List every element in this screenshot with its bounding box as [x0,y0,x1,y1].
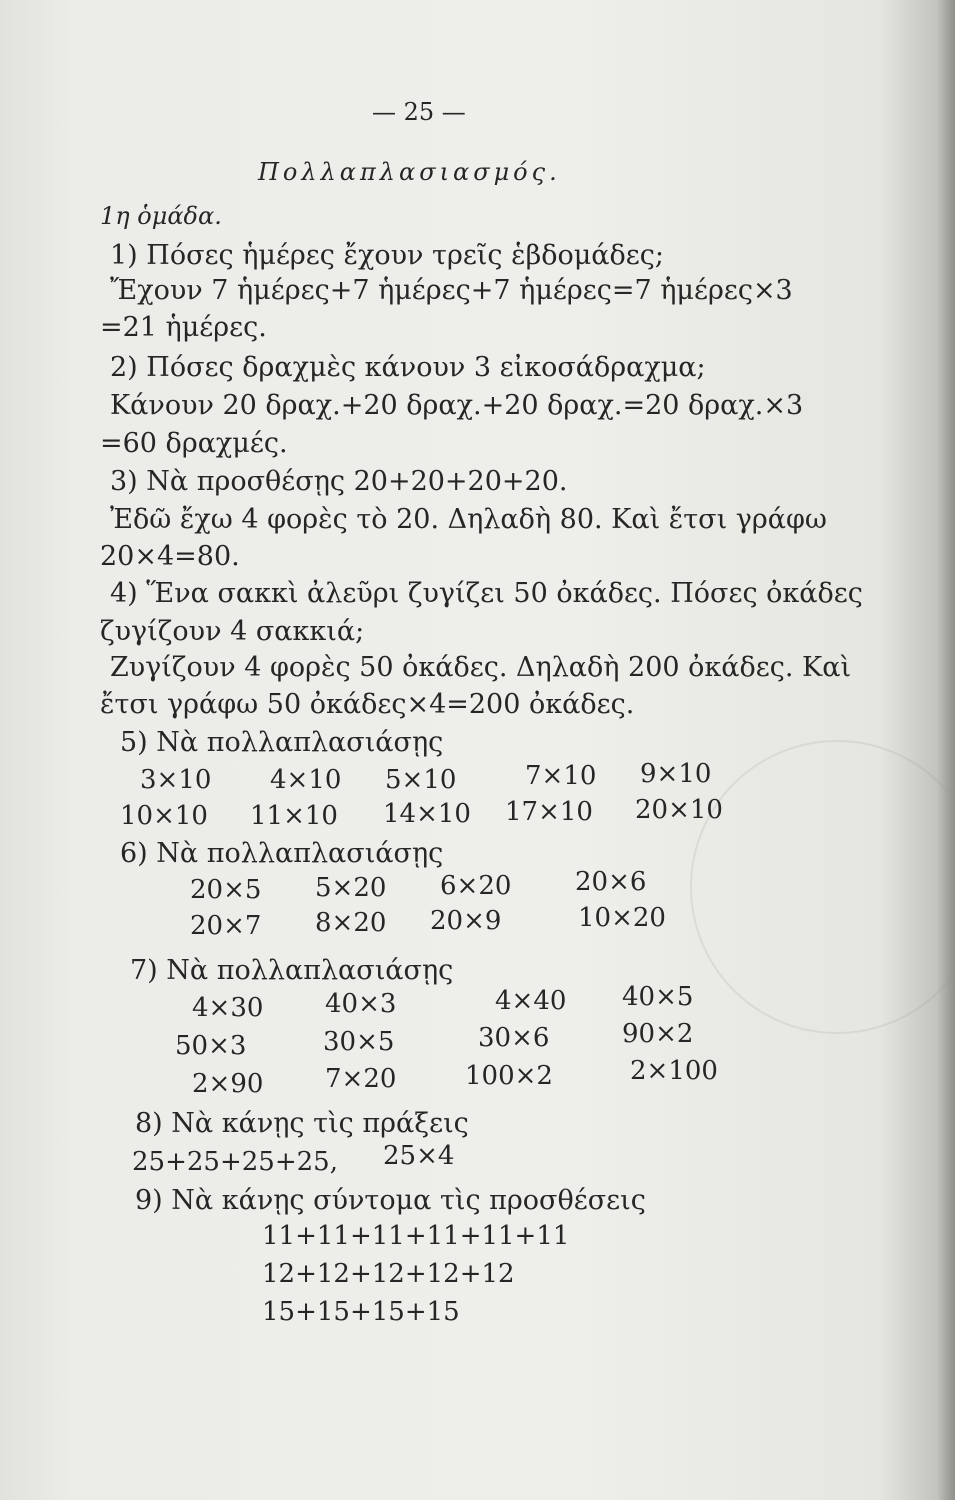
problem-5-item: 10×10 [120,801,208,831]
problem-7-instruction: 7) Νὰ πολλαπλασιάσῃς [130,955,454,986]
problem-6-item: 20×5 [190,875,262,905]
problem-4-question-line: 4) Ἕνα σακκὶ ἀλεῦρι ζυγίζει 50 ὀκάδες. Πόσες ὀκάδες [110,578,863,609]
problem-7-item: 30×5 [323,1027,395,1057]
problem-7-item: 4×40 [495,986,567,1016]
problem-7-item: 4×30 [192,993,264,1023]
problem-1-answer-line: Ἔχουν 7 ἡμέρες+7 ἡμέρες+7 ἡμέρες=7 ἡμέρες×3 [110,275,793,306]
group-label: 1η ὁμάδα. [100,202,222,230]
problem-5-item: 11×10 [250,801,338,831]
problem-6-item: 5×20 [315,873,387,903]
problem-7-item: 7×20 [325,1064,397,1094]
problem-9-instruction: 9) Νὰ κάνῃς σύντομα τὶς προσθέσεις [135,1185,646,1216]
problem-8-expression: 25×4 [383,1141,455,1171]
problem-5-item: 14×10 [383,799,471,829]
problem-6-item: 10×20 [578,903,666,933]
problem-9-line: 12+12+12+12+12 [262,1259,515,1289]
problem-9-line: 11+11+11+11+11+11 [262,1221,570,1251]
problem-7-item: 90×2 [622,1019,694,1049]
problem-7-item: 2×100 [630,1056,718,1086]
problem-8-expression: 25+25+25+25, [132,1147,338,1177]
problem-4-answer-line: Ζυγίζουν 4 φορὲς 50 ὀκάδες. Δηλαδὴ 200 ὀκάδες. Καὶ [110,652,852,683]
problem-7-item: 2×90 [192,1069,264,1099]
problem-5-item: 9×10 [640,759,712,789]
problem-5-item: 17×10 [505,797,593,827]
section-title: Πολλαπλασιασμός. [258,158,561,186]
faded-library-stamp [690,740,955,1034]
page-edge-shadow [937,0,955,1500]
problem-9-line: 15+15+15+15 [262,1297,460,1327]
problem-5-item: 3×10 [140,765,212,795]
problem-5-instruction: 5) Νὰ πολλαπλασιάσῃς [120,727,444,758]
problem-5-item: 20×10 [635,795,723,825]
problem-3-answer-line: Ἐδῶ ἔχω 4 φορὲς τὸ 20. Δηλαδὴ 80. Καὶ ἔτσι γράφω [110,504,827,535]
problem-2-answer-line: =60 δραχμές. [100,428,288,459]
problem-6-item: 20×9 [430,906,502,936]
problem-5-item: 7×10 [525,761,597,791]
problem-7-item: 30×6 [478,1023,550,1053]
problem-7-item: 40×5 [622,982,694,1012]
problem-7-item: 40×3 [325,989,397,1019]
problem-6-item: 8×20 [315,908,387,938]
problem-3-question: 3) Νὰ προσθέσῃς 20+20+20+20. [110,466,568,497]
problem-4-answer-line: ἔτσι γράφω 50 ὀκάδες×4=200 ὀκάδες. [100,689,635,720]
problem-8-instruction: 8) Νὰ κάνῃς τὶς πράξεις [135,1108,469,1139]
problem-6-item: 20×7 [190,911,262,941]
problem-1-question: 1) Πόσες ἡμέρες ἔχουν τρεῖς ἑβδομάδες; [110,240,664,271]
problem-6-instruction: 6) Νὰ πολλαπλασιάσῃς [120,838,444,869]
problem-7-item: 50×3 [175,1031,247,1061]
problem-4-question-line: ζυγίζουν 4 σακκιά; [100,616,365,647]
problem-5-item: 5×10 [385,765,457,795]
problem-2-answer-line: Κάνουν 20 δραχ.+20 δραχ.+20 δραχ.=20 δραχ.×3 [110,390,804,421]
problem-6-item: 20×6 [575,867,647,897]
problem-3-answer-line: 20×4=80. [100,541,240,572]
problem-2-question: 2) Πόσες δραχμὲς κάνουν 3 εἰκοσάδραχμα; [110,352,706,383]
problem-5-item: 4×10 [270,765,342,795]
problem-7-item: 100×2 [465,1061,553,1091]
page-number: — 25 — [372,98,466,126]
problem-1-answer-line: =21 ἡμέρες. [100,312,267,343]
problem-6-item: 6×20 [440,871,512,901]
